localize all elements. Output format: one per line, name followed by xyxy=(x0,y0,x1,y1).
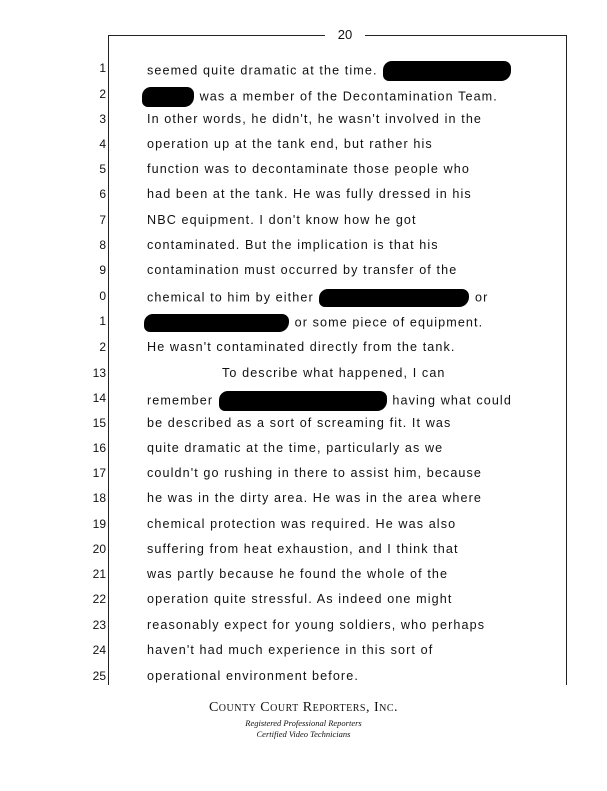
transcript-line: had been at the tank. He was fully dressed in his xyxy=(147,187,472,201)
line-number: 1 xyxy=(99,314,106,328)
line-number: 20 xyxy=(92,542,106,556)
transcript-line: suffering from heat exhaustion, and I think that xyxy=(147,542,459,556)
line-number: 25 xyxy=(92,669,106,683)
redaction-block xyxy=(142,87,194,107)
transcript-line: quite dramatic at the time, particularly as we xyxy=(147,441,444,455)
footer-tagline: Certified Video Technicians xyxy=(256,729,351,739)
transcript-line: operation up at the tank end, but rather his xyxy=(147,137,433,151)
transcript-line: haven't had much experience in this sort of xyxy=(147,643,434,657)
redaction-block xyxy=(383,61,511,81)
transcript-line: NBC equipment. I don't know how he got xyxy=(147,213,417,227)
transcript-line xyxy=(141,87,498,107)
line-text: chemical to him by either xyxy=(147,290,314,305)
line-number: 0 xyxy=(99,289,106,303)
page-number: 20 xyxy=(325,28,365,42)
transcript-line xyxy=(147,391,512,411)
line-number: 1 xyxy=(99,61,106,75)
line-number: 24 xyxy=(92,643,106,657)
line-number: 21 xyxy=(92,567,106,581)
line-number: 19 xyxy=(92,517,106,531)
line-number: 7 xyxy=(99,213,106,227)
transcript-line: contaminated. But the implication is that his xyxy=(147,238,439,252)
line-number: 14 xyxy=(92,391,106,405)
transcript-line: He wasn't contaminated directly from the tank. xyxy=(147,340,456,354)
line-text: or xyxy=(475,290,489,305)
footer-tagline: Registered Professional Reporters xyxy=(245,718,362,728)
transcript-line xyxy=(143,314,483,332)
transcript-line: contamination must occurred by transfer of the xyxy=(147,263,458,277)
line-number: 3 xyxy=(99,112,106,126)
line-number: 2 xyxy=(99,87,106,101)
line-number: 9 xyxy=(99,263,106,277)
transcript-frame xyxy=(108,35,567,685)
transcript-line: be described as a sort of screaming fit. It was xyxy=(147,416,452,430)
line-number: 4 xyxy=(99,137,106,151)
line-number: 23 xyxy=(92,618,106,632)
line-number: 15 xyxy=(92,416,106,430)
transcript-line: function was to decontaminate those people who xyxy=(147,162,470,176)
transcript-line xyxy=(147,61,512,81)
line-number: 5 xyxy=(99,162,106,176)
footer-company-name: County Court Reporters, Inc. xyxy=(208,700,399,715)
line-text: was a member of the Decontamination Team. xyxy=(199,89,498,104)
line-number: 2 xyxy=(99,340,106,354)
transcript-line: chemical protection was required. He was also xyxy=(147,517,457,531)
transcript-line: reasonably expect for young soldiers, who perhaps xyxy=(147,618,486,632)
line-text: seemed quite dramatic at the time. xyxy=(147,63,378,78)
transcript-line: operational environment before. xyxy=(147,669,359,683)
transcript-line: To describe what happened, I can xyxy=(222,366,446,380)
line-number: 18 xyxy=(92,491,106,505)
line-number: 16 xyxy=(92,441,106,455)
line-number: 6 xyxy=(99,187,106,201)
line-text: or some piece of equipment. xyxy=(294,315,484,330)
line-number: 13 xyxy=(92,366,106,380)
redaction-block xyxy=(319,289,469,307)
transcript-line: he was in the dirty area. He was in the area where xyxy=(147,491,483,505)
line-text: having what could xyxy=(392,393,512,408)
redaction-block xyxy=(144,314,289,332)
line-number: 8 xyxy=(99,238,106,252)
transcript-line: was partly because he found the whole of the xyxy=(147,567,449,581)
line-number: 17 xyxy=(92,466,106,480)
transcript-line: couldn't go rushing in there to assist him, because xyxy=(147,466,483,480)
redaction-block xyxy=(219,391,387,411)
transcript-line: operation quite stressful. As indeed one might xyxy=(147,592,453,606)
line-text: remember xyxy=(147,393,214,408)
transcript-line: In other words, he didn't, he wasn't involved in the xyxy=(147,112,483,126)
line-number: 22 xyxy=(92,592,106,606)
transcript-line xyxy=(147,289,488,307)
